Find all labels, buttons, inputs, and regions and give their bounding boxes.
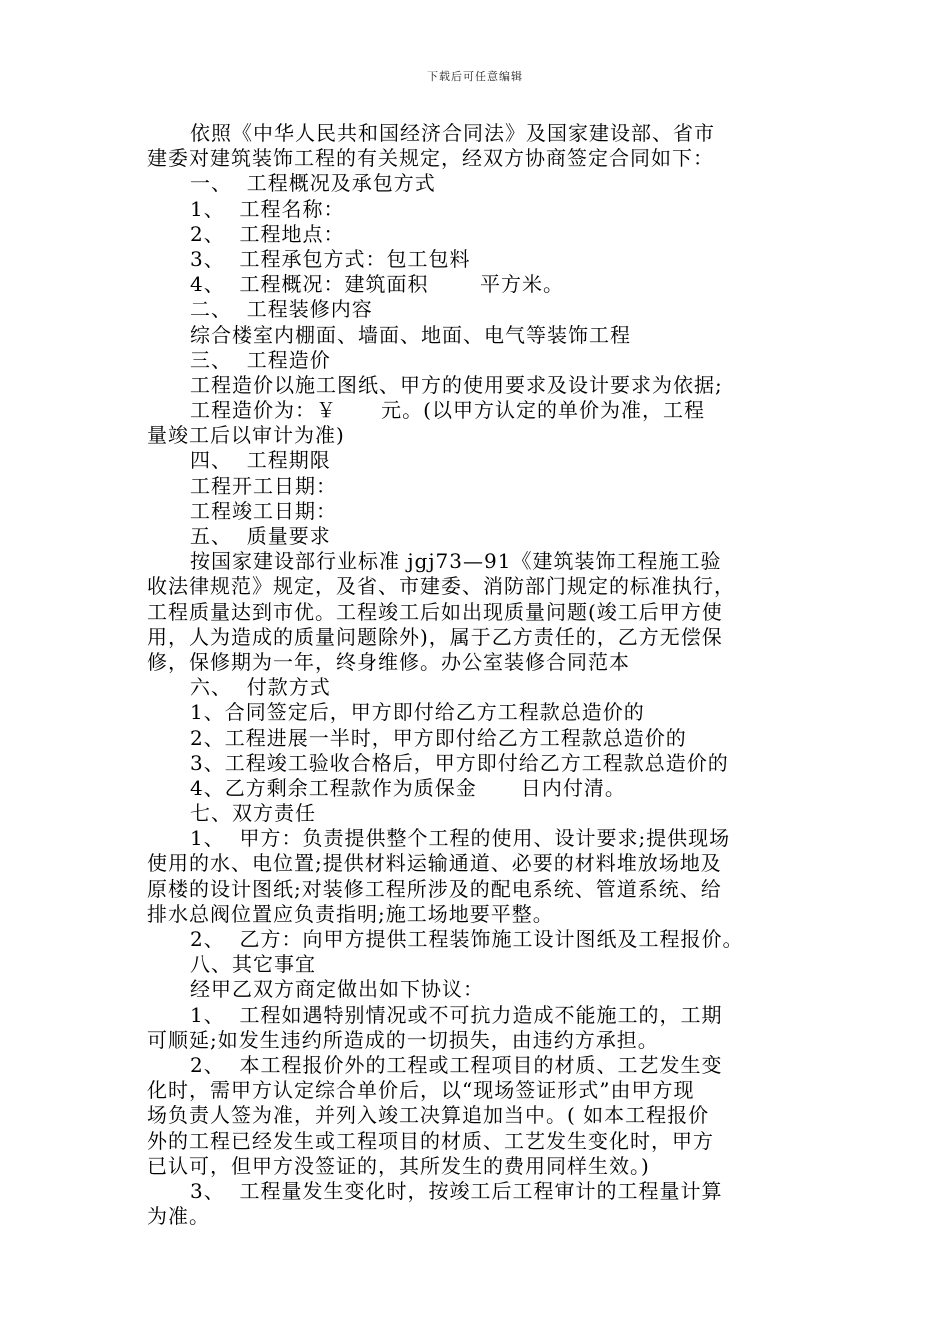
text-line: 2、 乙方：向甲方提供工程装饰施工设计图纸及工程报价。 [190,927,744,951]
text-line: 依照《中华人民共和国经济合同法》及国家建设部、省市 [190,121,715,145]
text-line: 二、 工程装修内容 [190,297,373,322]
page-header: 下载后可任意编辑 [427,70,523,83]
text-line: 收法律规范》规定，及省、市建委、消防部门规定的标准执行， [147,574,735,599]
text-line: 2、工程进展一半时，甲方即付给乙方工程款总造价的 [190,725,687,750]
text-line: 排水总阀位置应负责指明;施工场地要平整。 [147,901,554,926]
text-line: 经甲乙双方商定做出如下协议： [190,977,484,1002]
text-line: 修，保修期为一年，终身维修。办公室装修合同范本 [147,649,630,674]
text-line: 场负责人签为准，并列入竣工决算追加当中。( 如本工程报价 [147,1103,710,1128]
text-line: 按国家建设部行业标准 jgj73—91《建筑装饰工程施工验 [190,549,722,574]
text-line: 1、合同签定后，甲方即付给乙方工程款总造价的 [190,700,645,725]
text-line: 六、 付款方式 [190,675,331,700]
text-line: 四、 工程期限 [190,448,331,473]
text-line: 五、 质量要求 [190,524,331,548]
text-line: 综合楼室内棚面、墙面、地面、电气等装饰工程 [190,322,631,347]
text-line: 八、其它事宜 [190,952,316,977]
text-line: 工程竣工日期： [190,498,337,523]
text-line: 3、 工程量发生变化时，按竣工后工程审计的工程量计算 [190,1178,723,1203]
text-line: 可顺延;如发生违约所造成的一切损失，由违约方承担。 [147,1027,659,1052]
contract-body [147,121,807,1229]
text-line: 4、乙方剩余工程款作为质保金 日内付清。 [190,775,626,800]
text-line: 2、 本工程报价外的工程或工程项目的材质、工艺发生变 [190,1052,723,1077]
text-line: 七、双方责任 [190,801,316,826]
text-line: 外的工程已经发生或工程项目的材质、工艺发生变化时，甲方 [147,1128,714,1153]
text-line: 3、工程竣工验收合格后，甲方即付给乙方工程款总造价的 [190,750,729,775]
text-line: 使用的水、电位置;提供材料运输通道、必要的材料堆放场地及 [147,851,722,876]
text-line: 2、 工程地点： [190,221,345,246]
text-line: 1、 甲方：负责提供整个工程的使用、设计要求;提供现场 [190,826,731,851]
text-line: 用，人为造成的质量问题除外)，属于乙方责任的，乙方无偿保 [147,624,723,649]
text-line: 已认可，但甲方没签证的，其所发生的费用同样生效。) [147,1153,650,1178]
text-line: 化时，需甲方认定综合单价后，以“现场签证形式”由甲方现 [147,1078,695,1103]
text-line: 原楼的设计图纸;对装修工程所涉及的配电系统、管道系统、给 [147,876,722,901]
text-line: 工程质量达到市优。工程竣工后如出现质量问题(竣工后甲方使 [147,599,723,624]
text-line: 一、 工程概况及承包方式 [190,171,436,196]
text-line: 工程造价以施工图纸、甲方的使用要求及设计要求为依据; [190,372,723,397]
text-line: 4、 工程概况：建筑面积 平方米。 [190,272,564,297]
text-line: 量竣工后以审计为准) [147,423,345,448]
text-line: 为准。 [147,1204,210,1229]
text-line: 三、 工程造价 [190,347,331,372]
text-line: 1、 工程如遇特别情况或不可抗力造成不能施工的，工期 [190,1002,723,1027]
text-line: 工程造价为：￥ 元。(以甲方认定的单价为准，工程 [190,398,705,423]
text-line: 3、 工程承包方式：包工包料 [190,246,471,271]
text-line: 工程开工日期： [190,473,337,498]
text-line: 建委对建筑装饰工程的有关规定，经双方协商签定合同如下： [147,146,714,171]
text-line: 1、 工程名称： [190,196,345,221]
